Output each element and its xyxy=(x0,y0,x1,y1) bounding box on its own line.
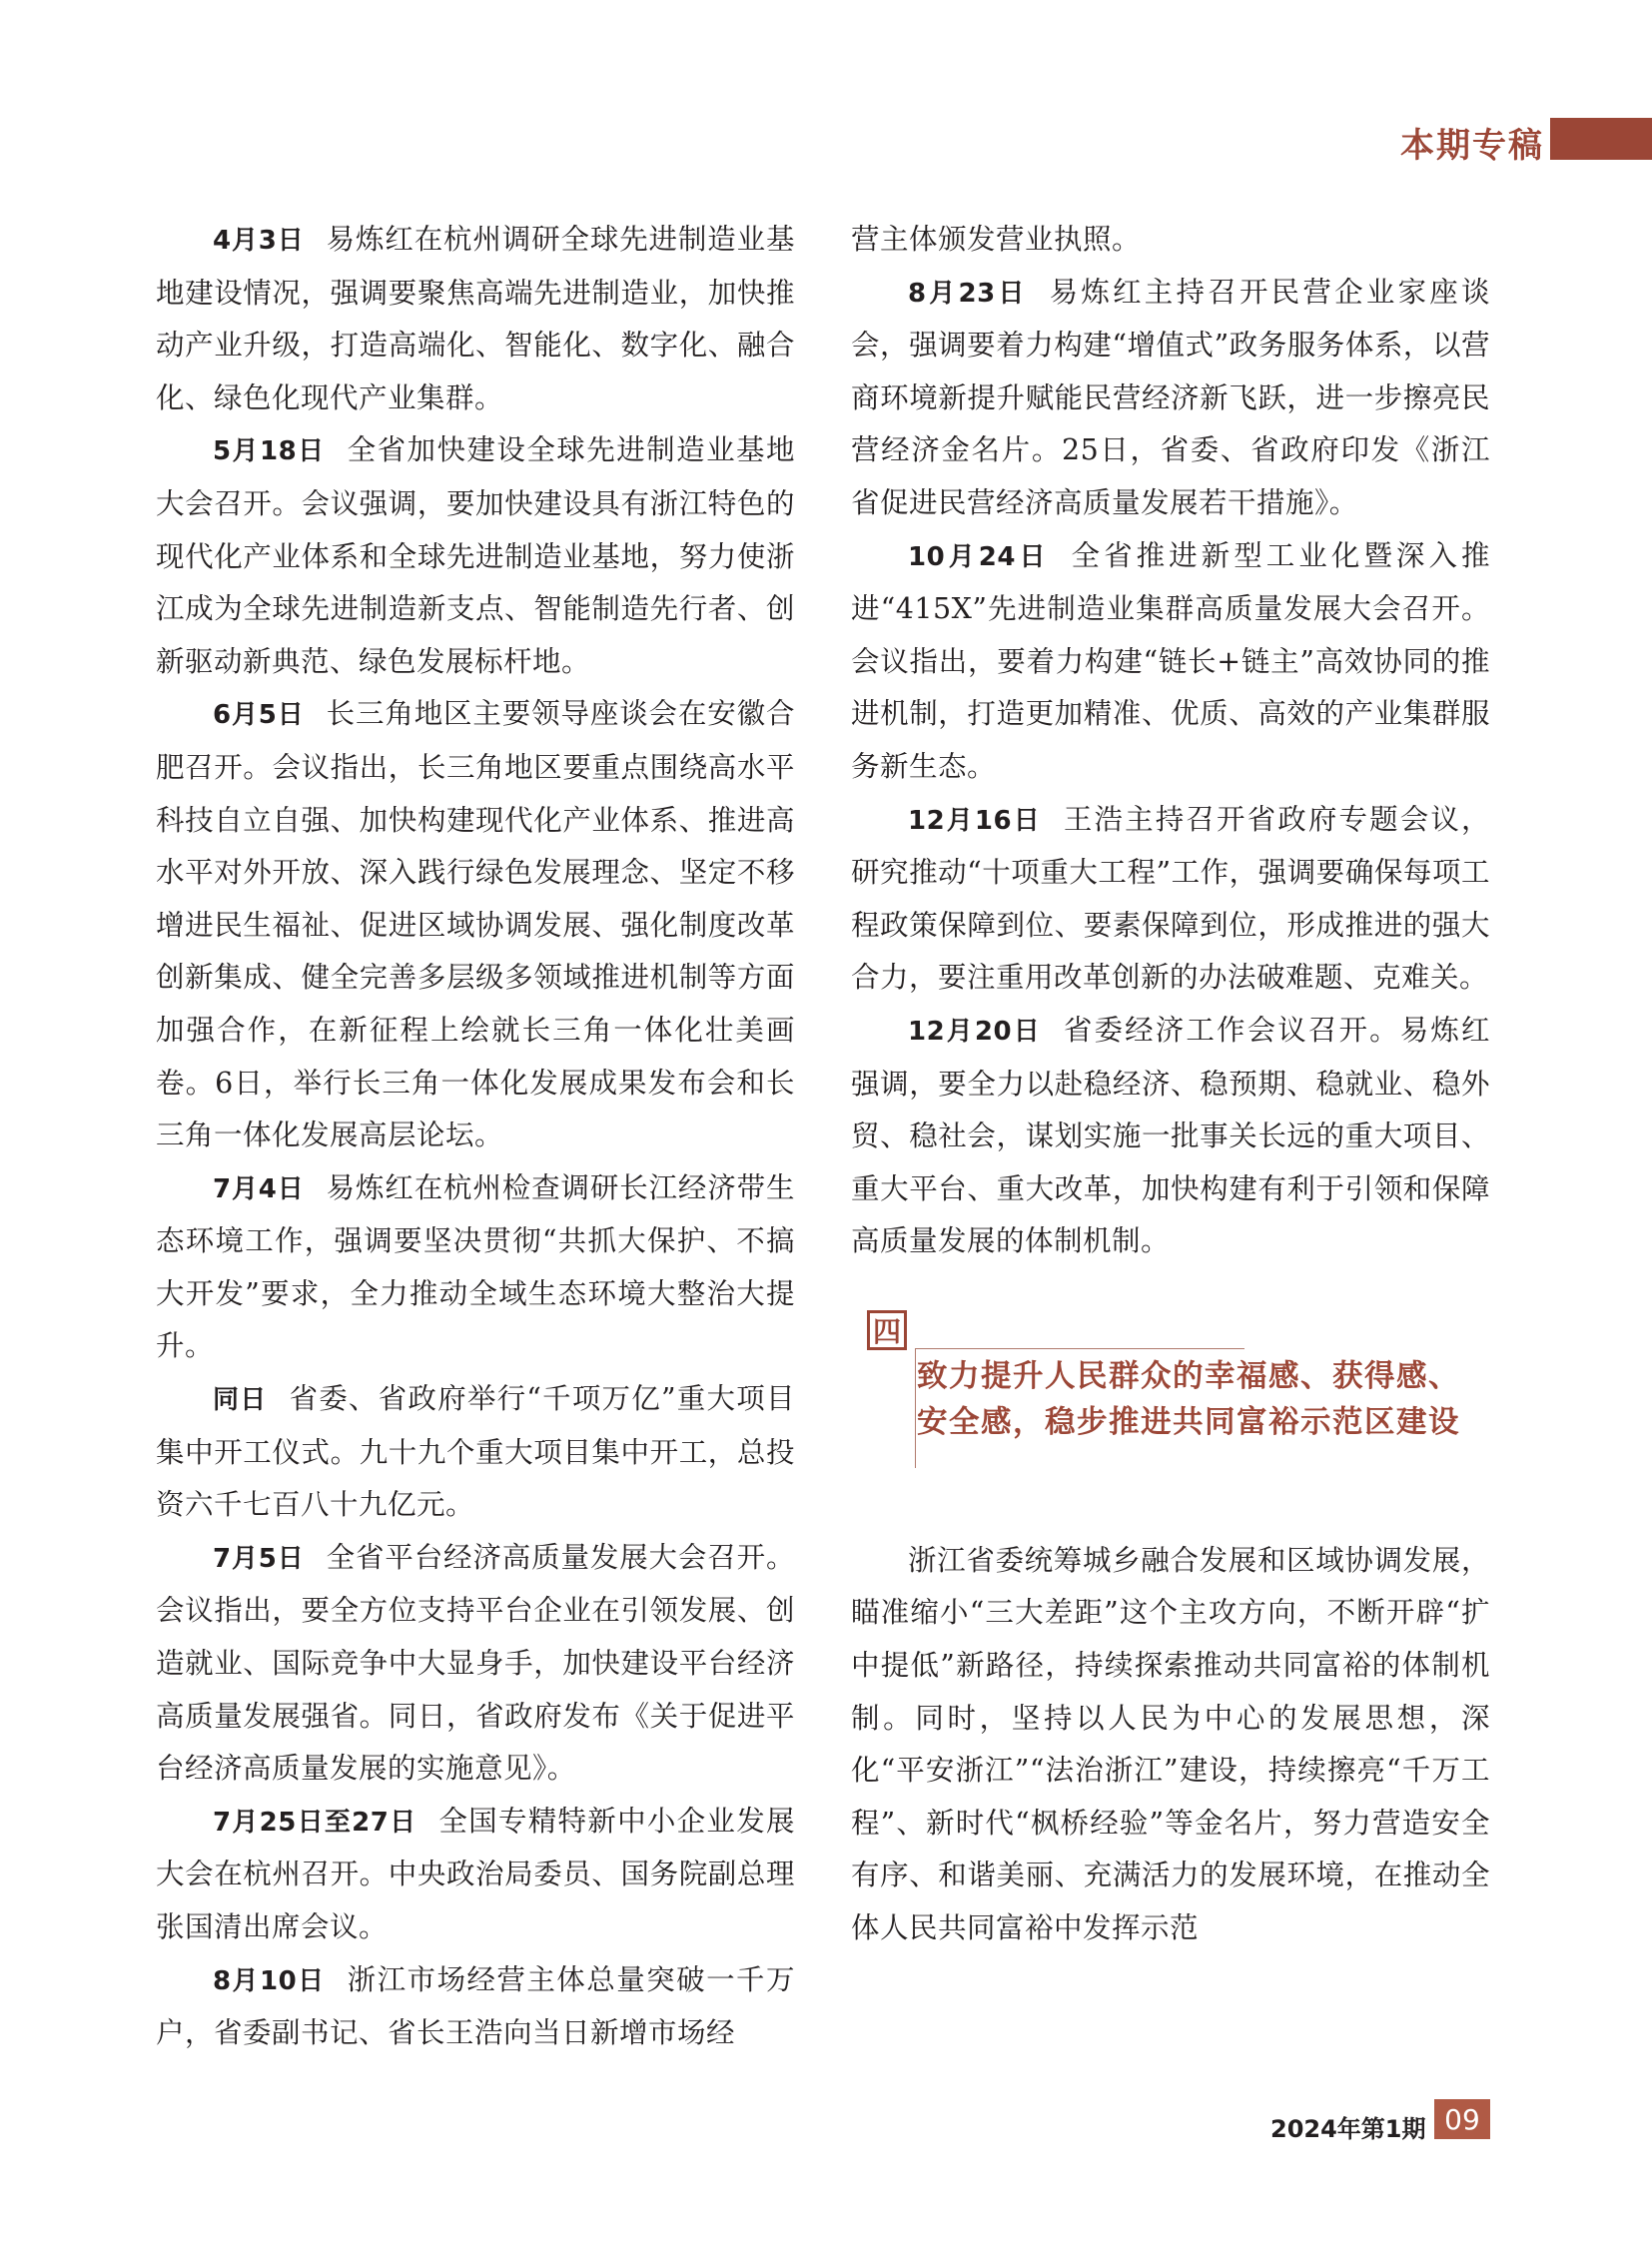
entry-text: 全省推进新型工业化暨深入推进“415X”先进制造业集群高质量发展大会召开。会议指出，要着力构建“链长+链主”高效协同的推进机制，打造更加精准、优质、高效的产业集群服务新生态。 xyxy=(851,538,1490,783)
entry-date: 7月25日至27日 xyxy=(213,1807,417,1838)
entry-text: 浙江市场经营主体总量突破一千万户，省委副书记、省长王浩向当日新增市场经 xyxy=(156,1962,795,2050)
entry-text: 全省平台经济高质量发展大会召开。会议指出，要全方位支持平台企业在引领发展、创造就业、国际竞争中大显身手，加快建设平台经济高质量发展强省。同日，省政府发布《关于促进平台经济高质量发展的实施意见》。 xyxy=(156,1540,795,1786)
entry-text: 全省加快建设全球先进制造业基地大会召开。会议强调，要加快建设具有浙江特色的现代化产业体系和全球先进制造业基地，努力使浙江成为全球先进制造新支点、智能制造先行者、创新驱动新典范、绿色发展标杆地。 xyxy=(156,433,795,678)
entry-date: 7月4日 xyxy=(213,1173,305,1204)
entry-text: 长三角地区主要领导座谈会在安徽合肥召开。会议指出，长三角地区要重点围绕高水平科技自立自强、加快构建现代化产业体系、推进高水平对外开放、深入践行绿色发展理念、坚定不移增进民生福祉、促进区域协调发展、强化制度改革创新集成、健全完善多层级多领域推进机制等方面加强合作，在新征程上绘就长三角一体化壮美画卷。6日，举行长三角一体化发展成果发布会和长三角一体化发展高层论坛。 xyxy=(156,697,795,1152)
section-body: 浙江省委统筹城乡融合发展和区域协调发展，瞄准缩小“三大差距”这个主攻方向，不断开辟“扩中提低”新路径，持续探索推动共同富裕的体制机制。同时，坚持以人民为中心的发展思想，深化“平安浙江”“法治浙江”建设，持续擦亮“千万工程”、新时代“枫桥经验”等金名片，努力营造安全有序、和谐美丽、充满活力的发展环境，在推动全体人民共同富裕中发挥示范 xyxy=(851,1543,1490,1945)
entry-date: 7月5日 xyxy=(213,1543,305,1574)
entry-date: 8月10日 xyxy=(213,1965,326,1996)
section-title: 致力提升人民群众的幸福感、获得感、安全感，稳步推进共同富裕示范区建设 xyxy=(917,1358,1460,1440)
entry xyxy=(851,530,1490,794)
entry-text: 易炼红在杭州检查调研长江经济带生态环境工作，强调要坚决贯彻“共抓大保护、不搞大开发”要求，全力推动全域生态环境大整治大提升。 xyxy=(156,1170,795,1363)
entry xyxy=(156,1796,795,1954)
entry xyxy=(851,267,1490,530)
entry xyxy=(156,1162,795,1373)
entry-date: 12月16日 xyxy=(908,805,1042,836)
entry-text: 省委、省政府举行“千项万亿”重大项目集中开工仪式。九十九个重大项目集中开工，总投资六千七百八十九亿元。 xyxy=(156,1382,795,1522)
page-number: 09 xyxy=(1434,2099,1490,2139)
issue-label: 2024年第1期 xyxy=(1270,2115,1426,2143)
entry xyxy=(851,1005,1490,1268)
entry-date: 6月5日 xyxy=(213,700,305,731)
right-column xyxy=(851,214,1490,1955)
entry-date: 12月20日 xyxy=(908,1016,1042,1047)
column-title: 本期专稿 xyxy=(1400,126,1544,166)
entry xyxy=(156,1373,795,1532)
entry xyxy=(156,1532,795,1796)
entry-date: 同日 xyxy=(213,1385,268,1416)
header-accent-bar xyxy=(1550,118,1652,160)
entry-text: 全国专精特新中小企业发展大会在杭州召开。中央政治局委员、国务院副总理张国清出席会议。 xyxy=(156,1804,795,1943)
entry-date: 5月18日 xyxy=(213,436,326,467)
section-rule-horizontal xyxy=(915,1348,1244,1349)
entry xyxy=(851,794,1490,1005)
entry-text: 易炼红主持召开民营企业家座谈会，强调要着力构建“增值式”政务服务体系，以营商环境新提升赋能民营经济新飞跃，进一步擦亮民营经济金名片。25日，省委、省政府印发《浙江省促进民营经济高质量发展若干措施》。 xyxy=(851,275,1490,519)
entry xyxy=(156,1954,795,2060)
entry xyxy=(156,214,795,424)
entry-date: 8月23日 xyxy=(908,278,1028,309)
section-heading xyxy=(851,1310,1490,1505)
section-rule-vertical xyxy=(915,1348,916,1468)
left-column xyxy=(156,214,795,2060)
entry-date: 10月24日 xyxy=(908,541,1050,572)
entry-text: 易炼红在杭州调研全球先进制造业基地建设情况，强调要聚焦高端先进制造业，加快推动产业升级，打造高端化、智能化、数字化、融合化、绿色化现代产业集群。 xyxy=(156,223,795,414)
entry-date: 4月3日 xyxy=(213,226,305,256)
entry-continuation: 营主体颁发营业执照。 xyxy=(851,223,1142,256)
entry-text: 王浩主持召开省政府专题会议，研究推动“十项重大工程”工作，强调要确保每项工程政策保障到位、要素保障到位，形成推进的强大合力，要注重用改革创新的办法破难题、克难关。 xyxy=(851,802,1490,995)
section-number: 四 xyxy=(867,1310,907,1350)
entry-text: 省委经济工作会议召开。易炼红强调，要全力以赴稳经济、稳预期、稳就业、稳外贸、稳社会，谋划实施一批事关长远的重大项目、重大平台、重大改革，加快构建有利于引领和保障高质量发展的体制机制。 xyxy=(851,1013,1490,1258)
entry xyxy=(156,424,795,688)
entry xyxy=(156,688,795,1161)
